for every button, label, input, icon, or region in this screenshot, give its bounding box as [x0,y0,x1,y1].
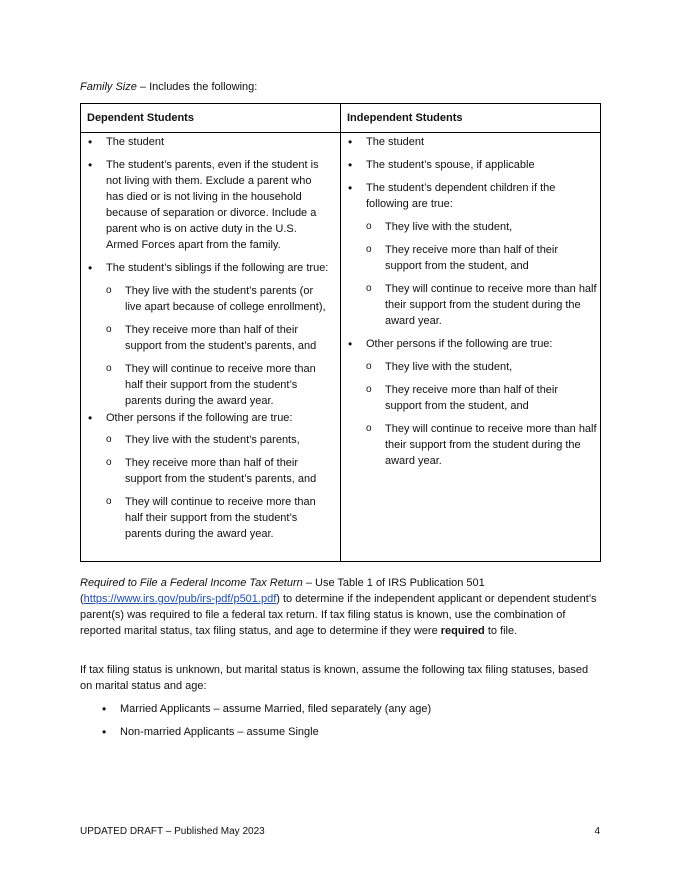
list-item [347,336,597,469]
sub-list-item: o They receive more than half of their support from the student’s parents, and [87,455,331,487]
column-divider [340,104,341,561]
sub-list-item: o They will continue to receive more than half their support from the student during the award year. [347,281,597,329]
header-independent-students: Independent Students [347,112,463,124]
sub-list-item: o They will continue to receive more than half their support from the student’s parents during the award year. [87,361,331,409]
list-item [87,260,331,409]
list-item [347,180,597,329]
footer-draft-label: UPDATED DRAFT – Published May 2023 [80,826,265,837]
family-size-table [80,103,601,562]
family-size-rest: – Includes the following: [136,81,258,93]
list-item-text: The student’s siblings if the following are true: [106,262,329,274]
list-item [87,410,331,542]
list-item-text: The student’s dependent children if the following are true: [366,182,556,210]
tax-return-paragraph [80,575,601,639]
independent-students-cell [347,132,597,469]
tax-return-label: Required to File a Federal Income Tax Return [80,577,303,589]
paragraph-text: to file. [484,625,518,637]
list-item: • Non-married Applicants – assume Single [100,724,580,740]
sub-list-item: o They receive more than half of their support from the student, and [347,382,597,414]
required-emphasis: required [440,625,485,637]
paragraph-text: ) to determine if the independent applicant or dependent student’s parent(s) was required to file a federal tax return. If tax filing status is known, use the combination of reported marital status, tax filing status, and age to determine if they were [80,593,597,637]
list-item-text: Other persons if the following are true: [106,412,293,424]
list-item: • The student’s parents, even if the student is not living with them. Exclude a parent who has died or is not living in the household because of separation or divorce. Include a parent who is on active duty in the U.S. Armed Forces apart from the family. [87,157,331,253]
family-size-intro [80,79,257,95]
sub-list-item: o They will continue to receive more than half their support from the student’s parents during the award year. [87,494,331,542]
paragraph-text: – Use Table 1 of IRS Publication 501 ( [80,577,485,605]
list-item: • The student [87,134,331,150]
header-dependent-students: Dependent Students [87,112,194,124]
irs-publication-link[interactable]: https://www.irs.gov/pub/irs-pdf/p501.pdf [83,593,277,605]
sub-list-item: o They receive more than half of their support from the student’s parents, and [87,322,331,354]
list-item-text: Other persons if the following are true: [366,338,553,350]
dependent-students-cell [87,132,331,542]
list-item: • Married Applicants – assume Married, filed separately (any age) [100,701,580,717]
sub-list-item: o They live with the student’s parents (or live apart because of college enrollment), [87,283,331,315]
filing-status-list [100,701,580,740]
sub-list-item: o They live with the student, [347,219,597,235]
page-number: 4 [594,826,600,837]
list-item: • The student’s spouse, if applicable [347,157,597,173]
sub-list-item: o They live with the student, [347,359,597,375]
filing-status-paragraph: If tax filing status is unknown, but marital status is known, assume the following tax filing statuses, based on marital status and age: [80,664,589,692]
family-size-label: Family Size [80,81,137,93]
list-item: • The student [347,134,597,150]
sub-list-item: o They will continue to receive more than half their support from the student during the award year. [347,421,597,469]
sub-list-item: o They receive more than half of their support from the student, and [347,242,597,274]
sub-list-item: o They live with the student’s parents, [87,432,331,448]
